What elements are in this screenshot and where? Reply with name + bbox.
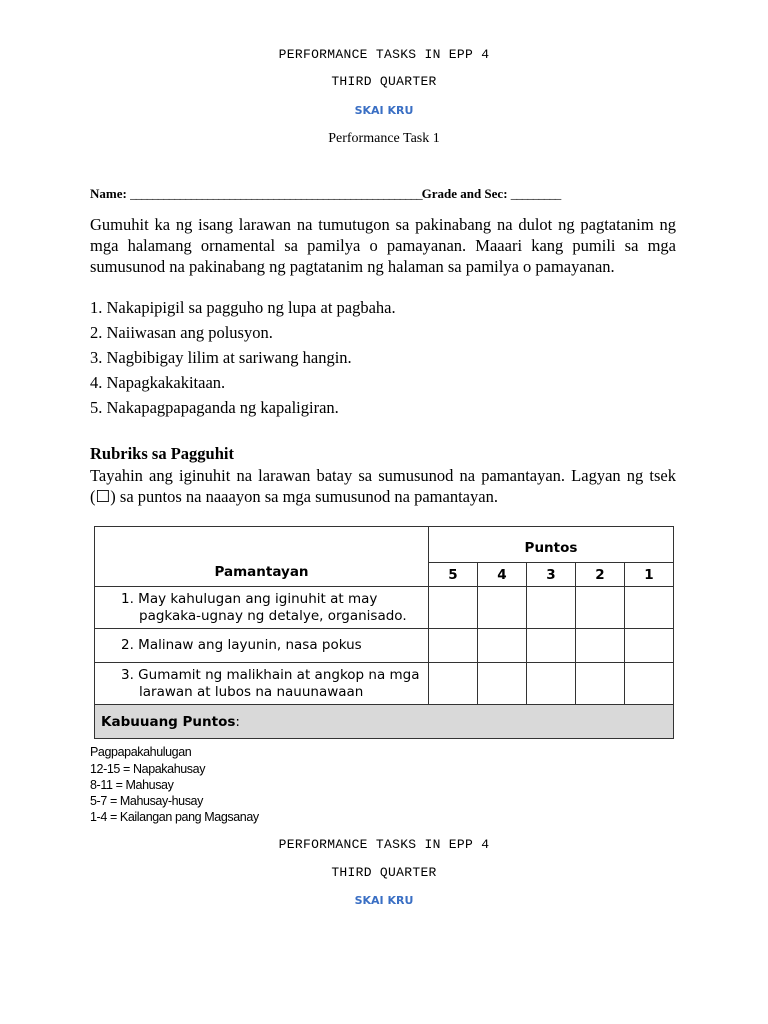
table-row [95,663,674,705]
grade-sec-label: Grade and Sec: [421,186,511,201]
benefit-item: 4. Napagkakakitaan. [90,373,226,392]
criterion-line: 2. Malinaw ang layunin, nasa pokus [121,637,362,653]
benefit-item: 1. Nakapipigil sa pagguho ng lupa at pagbaha. [90,298,396,317]
score-checkbox-cell[interactable] [527,663,576,705]
total-label: Kabuuang Puntos [101,713,236,730]
scale-item: 8-11 = Mahusay [90,778,174,792]
table-row [95,629,674,663]
page-title: PERFORMANCE TASKS IN EPP 4 [278,47,490,62]
score-checkbox-cell[interactable] [576,663,625,705]
score-checkbox-cell[interactable] [429,587,478,629]
criterion-line: 3. Gumamit ng malikhain at angkop na mga [121,666,420,683]
scale-title: Pagpapakahulugan [90,745,192,759]
score-checkbox-cell[interactable] [527,629,576,663]
footer-title: PERFORMANCE TASKS IN EPP 4 [278,837,490,852]
name-label: Name: [90,186,131,201]
score-checkbox-cell[interactable] [478,629,527,663]
scale-item: 1-4 = Kailangan pang Magsanay [90,810,259,824]
footer-quarter: THIRD QUARTER [331,865,437,880]
score-header: 5 [429,563,478,587]
criterion-cell [95,587,429,629]
criterion-cell [95,629,429,663]
rubric-table [94,526,674,739]
benefit-item: 3. Nagbibigay lilim at sariwang hangin. [90,348,352,367]
score-checkbox-cell[interactable] [625,663,674,705]
score-header: 2 [576,563,625,587]
rubric-instruction: Tayahin ang iginuhit na larawan batay sa sumusunod na pamantayan. Lagyan ng tsek (☐) sa puntos na naaayon sa mga sumusunod na pamantayan. [90,466,676,506]
task-label: Performance Task 1 [328,131,440,146]
score-checkbox-cell[interactable] [527,587,576,629]
score-checkbox-cell[interactable] [429,663,478,705]
brand-label: SKAI KRU [354,104,414,117]
footer-brand: SKAI KRU [354,894,414,907]
score-checkbox-cell[interactable] [429,629,478,663]
score-header: 4 [478,563,527,587]
grade-sec-field[interactable]: _________ [510,186,561,201]
total-cell [95,705,674,739]
total-row [95,705,674,739]
score-checkbox-cell[interactable] [478,663,527,705]
criteria-header: Pamantayan [95,527,429,587]
benefit-item: 5. Nakapagpapaganda ng kapaligiran. [90,398,339,417]
rubric-heading: Rubriks sa Pagguhit [90,444,234,463]
scale-item: 12-15 = Napakahusay [90,762,206,776]
name-field[interactable]: _____________________________________________________ [130,186,422,201]
student-info-row [90,186,630,202]
score-checkbox-cell[interactable] [576,587,625,629]
criterion-line: 1. May kahulugan ang iginuhit at may [121,590,378,607]
total-colon: : [235,713,240,730]
score-checkbox-cell[interactable] [625,629,674,663]
score-header: 1 [625,563,674,587]
score-checkbox-cell[interactable] [625,587,674,629]
instructions-paragraph: Gumuhit ka ng isang larawan na tumutugon sa pakinabang na dulot ng pagtatanim ng mga halamang ornamental sa pamilya o pamayanan. Maaari kang pumili sa mga sumusunod na pakinabang ng pagtatanim ng halaman sa pamilya o pamayanan. [90,215,676,276]
benefit-item: 2. Naiiwasan ang polusyon. [90,323,273,342]
score-header: 3 [527,563,576,587]
quarter-label: THIRD QUARTER [331,74,437,89]
score-checkbox-cell[interactable] [576,629,625,663]
criterion-line: pagkaka-ugnay ng detalye, organisado. [139,607,407,624]
score-checkbox-cell[interactable] [478,587,527,629]
scale-item: 5-7 = Mahusay-husay [90,794,203,808]
table-row [95,587,674,629]
criterion-line: larawan at lubos na nauunawaan [139,683,364,700]
criterion-cell [95,663,429,705]
points-header: Puntos [429,527,674,563]
